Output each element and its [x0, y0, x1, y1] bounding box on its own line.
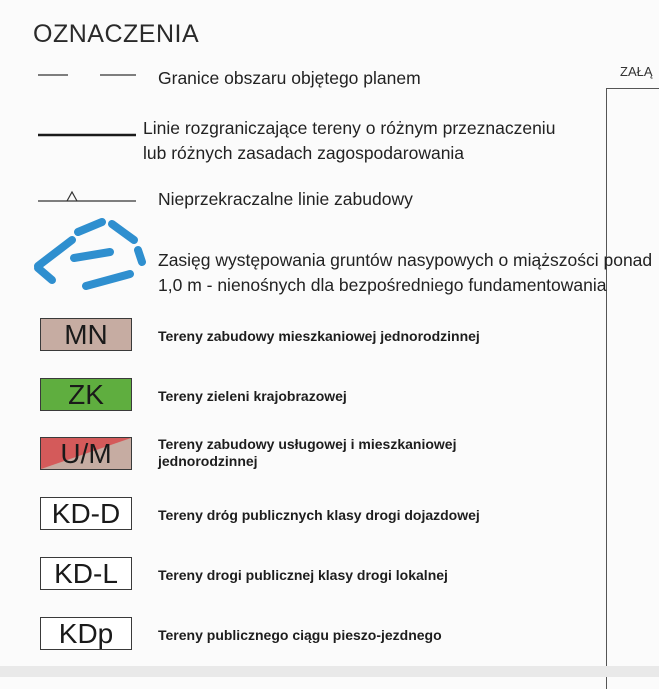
legend-text-demarcation-1: Linie rozgraniczające tereny o różnym przeznaczeniu: [143, 118, 556, 138]
code-label-kdd: KD-D: [51, 497, 121, 529]
map-frame: [606, 88, 659, 689]
legend-text-kdl: Tereny drogi publicznej klasy drogi lokalnej: [158, 567, 448, 583]
code-label-kdl: KD-L: [54, 557, 118, 589]
code-box-mn: [40, 318, 132, 351]
building-line-symbol: [38, 188, 138, 206]
legend-text-embankment-2: 1,0 m - nienośnych dla bezpośredniego fundamentowania: [158, 275, 607, 295]
code-box-zk: [40, 378, 132, 411]
legend-text-um-1: Tereny zabudowy usługowej i mieszkaniowej: [158, 436, 457, 452]
solid-line-symbol: [38, 130, 138, 140]
legend-text-zk: Tereny zieleni krajobrazowej: [158, 388, 347, 404]
dashed-line-symbol: [38, 68, 138, 82]
legend-text-mn: Tereny zabudowy mieszkaniowej jednorodzinnej: [158, 328, 480, 344]
code-label-zk: ZK: [68, 378, 104, 410]
legend-title: OZNACZENIA: [33, 20, 200, 48]
legend-text-um-2: jednorodzinnej: [158, 453, 258, 469]
code-box-kdp: [40, 617, 132, 650]
code-label-um: U/M: [60, 437, 112, 469]
legend-text-building-line: Nieprzekraczalne linie zabudowy: [158, 189, 413, 209]
code-box-um: [40, 437, 132, 470]
legend-text-plan-boundary: Granice obszaru objętego planem: [158, 68, 421, 88]
code-box-kdd: [40, 497, 132, 530]
code-label-kdp: KDp: [58, 617, 114, 649]
legend-text-demarcation-2: lub różnych zasadach zagospodarowania: [143, 143, 465, 163]
code-box-kdl: [40, 557, 132, 590]
bottom-margin: [0, 666, 659, 677]
legend-text-embankment-1: Zasięg występowania gruntów nasypowych o miąższości ponad: [158, 250, 653, 270]
code-label-mn: MN: [64, 318, 108, 350]
legend-text-kdp: Tereny publicznego ciągu pieszo-jezdnego: [158, 627, 442, 643]
attachment-label: ZAŁĄ: [620, 64, 653, 79]
legend-text-kdd: Tereny drόg publicznych klasy drogi dojazdowej: [158, 507, 480, 523]
embankment-zone-symbol: [30, 218, 150, 293]
